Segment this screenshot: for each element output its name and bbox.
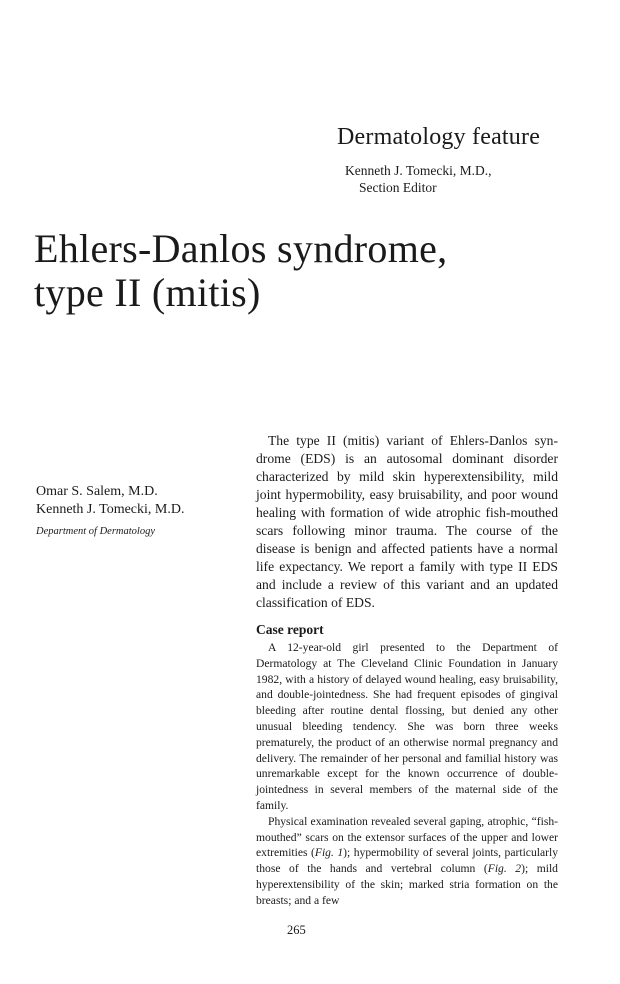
article-body bbox=[256, 432, 558, 909]
section-heading-case-report: Case report bbox=[256, 622, 324, 637]
author-name: Omar S. Salem, M.D. bbox=[36, 484, 158, 499]
author-name: Kenneth J. Tomecki, M.D. bbox=[36, 502, 185, 517]
section-editor bbox=[345, 162, 607, 196]
page-number: 265 bbox=[287, 923, 306, 937]
paragraph-text: ); mild hyperextensibility of the skin; marked stria formation on the breasts; and a few bbox=[256, 862, 558, 907]
author-department: Department of Dermatology bbox=[36, 526, 155, 537]
paragraph-text: Physical examination revealed several gaping, atrophic, “fish-mouthed” scars on the extensor surfaces of the upper and lower extremities ( bbox=[256, 814, 558, 860]
case-report-paragraph bbox=[256, 814, 558, 909]
feature-header bbox=[337, 122, 607, 196]
figure-reference: Fig. 2 bbox=[487, 862, 522, 876]
section-editor-role: Section Editor bbox=[359, 180, 437, 195]
figure-reference: Fig. 1 bbox=[314, 846, 344, 860]
paragraph-text: ); hypermobility of several joints, particularly those of the hands and vertebral column ( bbox=[256, 846, 558, 876]
abstract-paragraph: The type II (mitis) variant of Ehlers-Danlos syndrome (EDS) is an autosomal dominant disorder characterized by mild skin hyperextensibility, mild joint hypermobility, easy bruisability, and poor wound healing with formation of wide atrophic fish-mouthed scars following minor trauma. The course of the disease is benign and affected patients have a normal life expectancy. We report a family with type II EDS and include a review of this variant and an updated classification of EDS. bbox=[256, 433, 558, 610]
article-title-line-1: Ehlers-Danlos syndrome, bbox=[34, 226, 448, 271]
feature-title: Dermatology feature bbox=[337, 124, 541, 150]
case-report-paragraph: A 12-year-old girl presented to the Department of Dermatology at The Cleveland Clinic Foundation in January 1982, with a history of delayed wound healing, easy bruisability, and double-jointedness. She had frequent episodes of gingival bleeding after routine dental flossing, but denied any other unusual bleeding tendency. She was born three weeks prematurely, the product of an otherwise normal pregnancy and delivery. The remainder of her personal and familial history was unremarkable except for the known occurrence of double-jointedness in several members of the maternal side of the family. bbox=[256, 641, 558, 812]
section-editor-name: Kenneth J. Tomecki, M.D., bbox=[345, 163, 492, 178]
article-title bbox=[34, 227, 447, 315]
article-title-line-2: type II (mitis) bbox=[34, 270, 261, 315]
author-block bbox=[36, 483, 236, 539]
